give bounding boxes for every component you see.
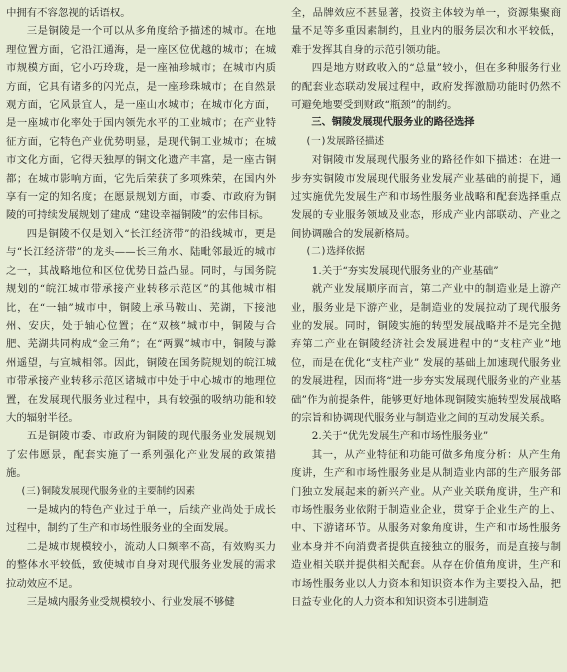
left-column <box>6 4 276 611</box>
section-subheading: (二)选择依据 <box>305 246 365 258</box>
section-heading: 三、铜陵发展现代服务业的路径选择 <box>311 117 475 129</box>
section-subheading: (三)铜陵发展现代服务业的主要制约因素 <box>20 485 196 497</box>
paragraph: 中拥有不容忽视的话语权。 <box>6 7 131 19</box>
paragraph: 五是铜陵市委、市政府为铜陵的现代服务业发展规划了宏伟愿景，配套实施了一系列强化产业发展的政策措施。 <box>6 430 276 480</box>
paragraph: 四是地方财政收入的“总量”较小，但在多种服务行业的配套业态联动发展过程中，政府发挥激励功能时仍然不可避免地要受到财政“瓶颈”的制约。 <box>291 62 561 112</box>
paragraph: 2.关于“优先发展生产和市场性服务业” <box>311 430 489 443</box>
paragraph: 1.关于“夯实发展现代服务业的产业基础” <box>311 264 499 277</box>
section-subheading: (一)发展路径描述 <box>305 135 385 147</box>
paragraph: 就产业发展顺序而言，第二产业中的制造业是上游产业，服务业是下游产业，是制造业的发展拉动了现代服务业的发展。同时，铜陵实施的转型发展战略并不是完全抛弃第二产业在铜陵经济社会发展进程中的“支柱产业”地位，而是在优化“支柱产业” 发展的基础上加速现代服务业的发展进程，因而将“进一步夯实发展现代服务业的产业基础”作为前提条件，能够更好地体现铜陵实施转型发展战略的宗旨和协调现代服务业与制造业之间的互动发展关系。 <box>291 283 561 424</box>
paragraph: 三是城内服务业受规模较小、行业发展不够健 <box>26 596 235 608</box>
paragraph: 二是城市规模较小，流动人口频率不高，有效购买力的整体水平较低，致使城市自身对现代服务业发展的需求拉动效应不足。 <box>6 540 276 590</box>
paragraph: 对铜陵市发展现代服务业的路径作如下描述：在进一步夯实铜陵市发展现代服务业发展产业基础的前提下，通过实施优先发展生产和市场性服务业战略和配套选择重点发展的专业服务领域及业态，形成产业内部联动、产业之间协调融合的发展新格局。 <box>291 154 561 240</box>
paragraph: 三是铜陵是一个可以从多角度给予描述的城市。在地理位置方面，它沿江通海，是一座区位优越的城市；在城市规模方面，它小巧玲珑，是一座袖珍城市；在城市内质方面，它具有诸多的闪光点，是一座珍珠城市；在自然景观方面，它风景宜人，是一座山水城市；在城市化方面，是一座城市化率处于国内领先水平的工业城市；在产业特征方面，它特色产业优势明显，是现代铜工业城市；在城市文化方面，它得天独厚的铜文化遗产丰富，是一座古铜都；在城市影响方面，它先后荣获了多项殊荣，在国内外享有一定的知名度；在愿景规划方面，市委、市政府为铜陵的可持续发展规划了建成 “建设幸福铜陵”的宏伟目标。 <box>6 25 276 222</box>
paragraph: 四是铜陵不仅是划入“长江经济带”的沿线城市，更是与“长江经济带”的龙头——长三角水、陆毗邻最近的城市之一，其战略地位和区位优势日益凸显。同时，与国务院规划的“皖江城市带承接产业转移示范区”的其他城市相比，在“一轴”城市中，铜陵上承马鞍山、芜湖，下接池州、安庆，处于轴心位置；在“双核”城市中，铜陵与合肥、芜湖共同构成“金三角”；在“两翼”城市中，铜陵与滁州遥望，与宣城相邻。因此，铜陵在国务院规划的皖江城市带承接产业转移示范区诸城市中处于中心城市的地理位置，在发展现代服务业过程中，具有较强的吸纳功能和较大的辐射半径。 <box>6 227 276 424</box>
paragraph: 全，品牌效应不甚显著，投资主体较为单一，资源集聚商量不足等多重因素制约，且业内的服务层次和水平较低，难于发挥其自身的示范引领功能。 <box>291 7 561 56</box>
paragraph: 一是城内的特色产业过于单一，后续产业尚处于成长过程中，制约了生产和市场性服务业的全面发展。 <box>6 503 276 535</box>
paragraph: 其一，从产业特征和功能可做多角度分析：从产生角度讲，生产和市场性服务业是从制造业内部的生产服务部门独立发展起来的新兴产业。从产业关联角度讲，生产和市场性服务业依附于制造业企业，贯穿于企业生产的上、中、下游诸环节。从服务对象角度讲，生产和市场性服务业本身并不向消费者提供直接独立的服务，而是直接与制造业相关联并提供相关配套。从存在价值角度讲，生产和市场性服务业以人力资本和知识资本作为主要投入品，把日益专业化的人力资本和知识资本引进制造 <box>291 448 561 608</box>
right-column <box>291 4 561 611</box>
